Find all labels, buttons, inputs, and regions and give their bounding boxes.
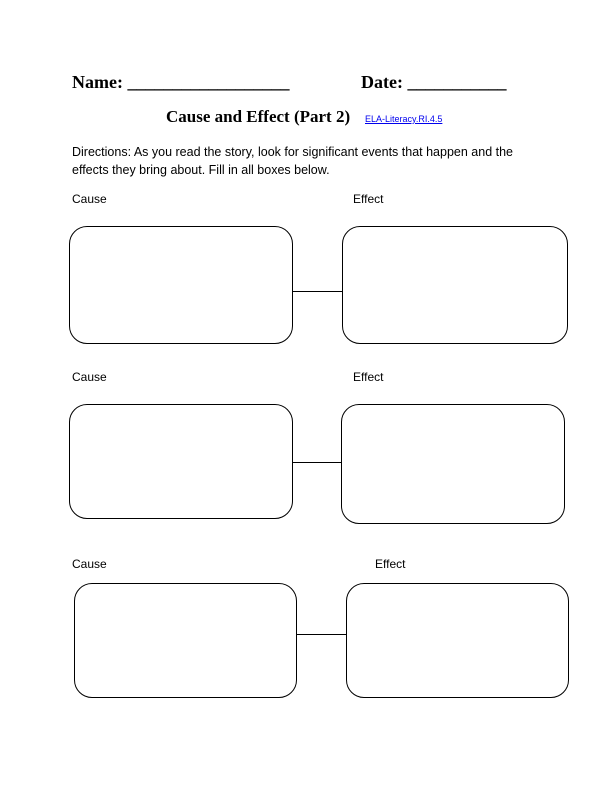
cause-box[interactable] [69,404,293,519]
effect-label: Effect [353,370,384,384]
name-field-label: Name: __________________ [72,72,290,92]
cause-label: Cause [72,370,107,384]
date-field-label: Date: ___________ [361,72,507,92]
effect-box[interactable] [341,404,565,524]
cause-label: Cause [72,557,107,571]
cause-box[interactable] [74,583,297,698]
worksheet-title: Cause and Effect (Part 2) [166,107,351,126]
cause-label: Cause [72,192,107,206]
cause-box[interactable] [69,226,293,344]
connector-line [297,634,346,635]
connector-line [293,291,342,292]
effect-box[interactable] [346,583,569,698]
effect-label: Effect [375,557,406,571]
standard-link[interactable]: ELA-Literacy.RI.4.5 [365,114,443,124]
effect-box[interactable] [342,226,568,344]
effect-label: Effect [353,192,384,206]
directions-text: Directions: As you read the story, look for significant events that happen and the effects they bring about. Fill in all boxes below. [72,145,513,177]
connector-line [293,462,341,463]
